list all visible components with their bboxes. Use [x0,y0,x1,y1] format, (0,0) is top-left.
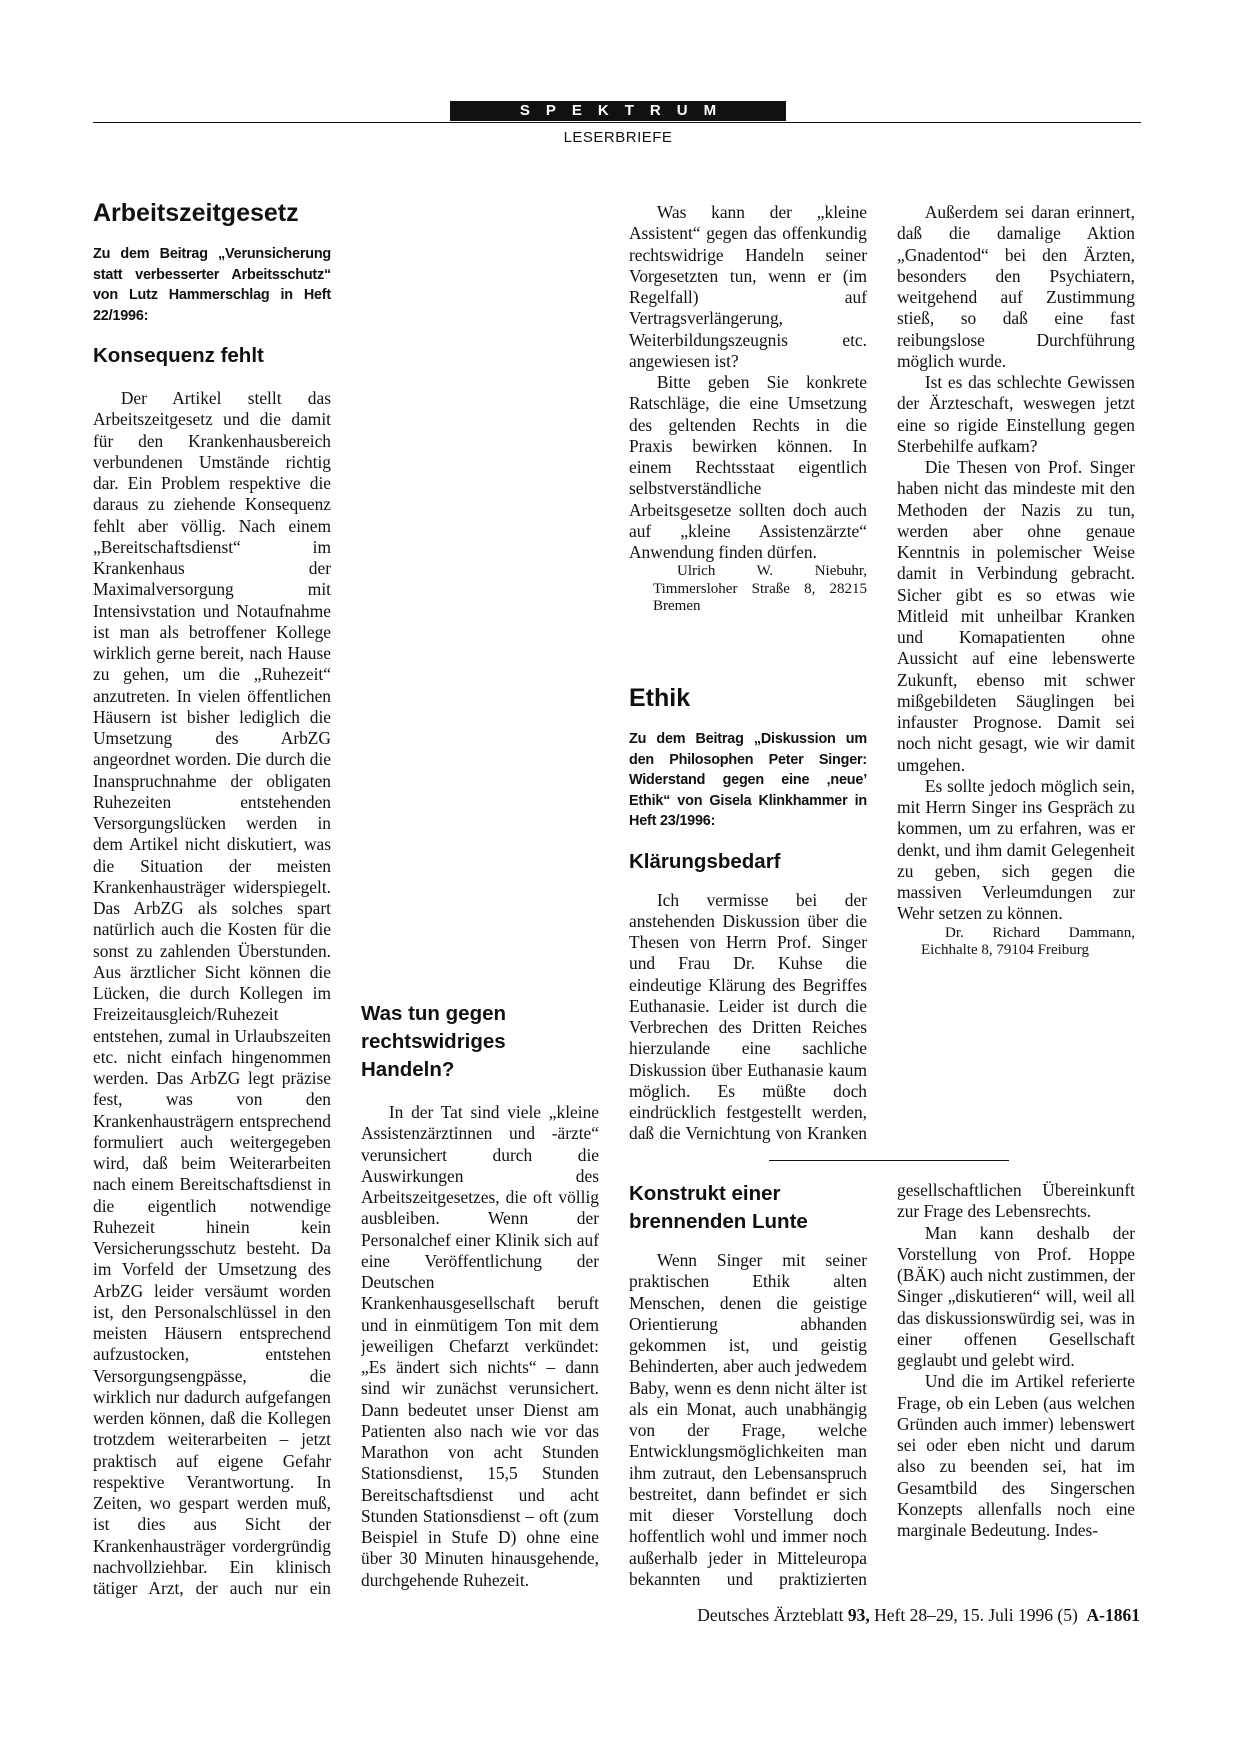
letter1-paragraph: Der Artikel stellt das Arbeitszeitgesetz und die damit für den Krankenhausbereich verbundenen Umstände richtig dar. Ein Problem respektive die daraus zu ziehende Konsequenz fehlt aber völlig. Nach einem „Bereitschaftsdienst“ im Krankenhaus der Maximalversorgung mit Intensivstation und Notaufnahme ist man als betroffener Kollege wirklich gerne bereit, nach Hause zu gehen, um die „Ruhezeit“ anzutreten. In vielen öffentlichen Häusern ist bisher lediglich die Umsetzung des ArbZG angeordnet worden. Die durch die Inanspruchnahme der obligaten Ruhezeiten entstehenden Versorgungslücken werden in dem Artikel nicht diskutiert, was die Situation der meisten Krankenhausträger widerspiegelt. Das ArbZG als solches spart natürlich auch die Kosten für die sonst zu zahlenden Überstunden. Aus ärztlicher Sicht können die Lücken, die durch Kollegen im Freizeitausgleich/Ruhezeit entstehen, zumal in Urlaubszeiten etc. nicht einfach hingenommen werden. Das ArbZG legt präzise fest, was von den Krankenhausträgern entsprechend formuliert auch weitergegeben wird, daß beim Weiterarbeiten nach einem Bereitschaftsdienst in die eigentlich notwendige Ruhezeit hinein kein Versicherungsschutz besteht. Da im Vorfeld der Umsetzung des ArbZG leider versäumt worden ist, den Personalschlüssel in den meisten Häusern entsprechend aufzustocken, entstehen Versorgungsengpässe, die wirklich nur dadurch aufgefangen werden können, daß die Kollegen trotzdem weiterarbeiten – jetzt praktisch auf eigene Gefahr respektive Verantwortung. In Zeiten, wo gespart werden muß, ist dies aus Sicht der Krankenhausträger vordergründig nachvollziehbar. Ein klinisch tätiger Arzt, der auch nur ein [93,388,331,1598]
section-subtitle: LESERBRIEFE [563,129,673,146]
letter4-paragraph: Und die im Artikel referierte Frage, ob ein Leben (aus welchen Gründen auch immer) lebenswert sei oder eben nicht und darum also zu beenden sei, hat im Gesamtbild des Singerschen Konzepts allenfalls noch eine marginale Bedeutung. Indes- [897,1371,1135,1540]
letter1-continuation [361,202,599,962]
section-divider [769,1160,1009,1161]
article2-block [629,683,867,1143]
journal-name: Deutsches Ärzteblatt [697,1605,844,1625]
letter4-paragraph: Wenn Singer mit seiner praktischen Ethik alten Menschen, denen die geistige Orientierung abhanden gekommen ist, und geistig Behinderten, aber auch jedwedem Baby, wenn es denn nicht älter ist als ein Monat, auch unabhängig von der Frage, welche Entwicklungsmöglichkeiten man ihm zutraut, den Lebensanspruch bestreitet, dann befindet er sich mit dieser Vorstellung doch hoffentlich wohl und immer noch außerhalb jeder in Mitteleuropa bekannten und praktizierten gesellschaftlichen Übereinkunft zur Frage des Lebensrechts. [629,1180,1135,1589]
letter2-block [361,1000,599,1612]
page-footer [560,1605,1140,1626]
letter4-title: Konstrukt einer brennenden Lunte [629,1182,808,1233]
letter3-paragraph: Es sollte jedoch möglich sein, mit Herrn Singer ins Gespräch zu kommen, um zu erfahren, was er denkt, und ihm damit Gelegenheit zu geben, sich gegen die massiven Verleumdungen zur Wehr setzen zu können. [897,775,1135,924]
letter4-block [629,1180,1135,1612]
column-1 [93,198,331,1613]
journal-volume: 93, [847,1605,870,1625]
letter1-title: Konsequenz fehlt [93,344,264,367]
letter4-paragraph: Man kann deshalb der Vorstellung von Prof. Hoppe (BÄK) auch nicht zustimmen, der Singer „diskutieren“ will, weil all das diskussionswürdig sei, was in einer offenen Gesellschaft geglaubt und gelebt wird. [897,1222,1135,1370]
article1-title: Arbeitszeitgesetz [93,199,299,227]
letter3-paragraph: Außerdem sei daran erinnert, daß die damalige Aktion „Gnadentod“ bei den Ärzten, besonders den Psychiatern, weitgehend auf Zustimmung stieß, so daß eine fast reibungslose Durchführung möglich wurde. [897,202,1135,371]
article1-lead: Zu dem Beitrag „Verunsicherung statt verbesserter Arbeitsschutz“ von Lutz Hammerschlag in Heft 22/1996: [93,246,331,324]
letter3-paragraph: Ich vermisse bei der anstehenden Diskussion über die Thesen von Herrn Prof. Singer und Frau Dr. Kuhse die eindeutige Klärung des Begriffes Euthanasie. Leider ist durch die Verbrechen des Dritten Reiches hierzulande eine sachliche Diskussion über Euthanasie kaum möglich. Es müßte doch eindrücklich festgestellt werden, daß die Vernichtung von Kranken [629,889,867,1143]
letter3-paragraph: Die Thesen von Prof. Singer haben nicht das mindeste mit den Methoden der Nazis zu tun, werden aber ohne genaue Kenntnis in polemischer Weise damit in Verbindung gebracht. Sicher gibt es so etwas wie Mitleid mit unheilbar Kranken und Komapatienten ohne Aussicht auf eine lebenswerte Zukunft, ebenso mit schwer mißgebildeten Säuglingen bei infauster Prognose. Damit sei noch nicht gesagt, wie wir damit umgehen. [897,457,1135,775]
column-3-top [629,202,867,662]
letter4-columns [629,1180,1135,1612]
article2-lead: Zu dem Beitrag „Diskussion um den Philosophen Peter Singer: Widerstand gegen eine ‚neue’ Ethik“ von Gisela Klinkhammer in Heft 23/1996: [629,731,867,829]
letter2-title: Was tun gegen rechtswidriges Handeln? [361,1002,507,1081]
header-rule [93,122,1141,123]
letter2-paragraph: In der Tat sind viele „kleine Assistenzärztinnen und -ärzte“ verunsichert durch die Auswirkungen des Arbeitszeitgesetzes, die oft völlig ausbleiben. Wenn der Personalchef einer Klinik sich auf eine Veröffentlichung der Deutschen Krankenhausgesellschaft beruft und in einmütigem Ton mit dem jeweiligen Chefarzt verkündet: „Es ändert sich nichts“ – dann sind wir zunächst verunsichert. Dann bedeutet unser Dienst am Patienten also nach wie vor das Marathon von acht Stunden Stationsdienst, 15,5 Stunden Bereitschaftsdienst und acht Stunden Stationsdienst – oft (zum Beispiel in Stufe D) ohne eine über 30 Minuten hinausgehende, durchgehende Ruhezeit. [361,1102,599,1590]
page-number: A-1861 [1086,1605,1140,1625]
letter3-title: Klärungsbedarf [629,849,781,873]
article2-title: Ethik [629,684,691,712]
letter3-paragraph: Ist es das schlechte Gewissen der Ärzteschaft, weswegen jetzt eine so rigide Einstellung gegen Sterbehilfe aufkam? [897,372,1135,456]
section-banner: SPEKTRUM [450,101,786,121]
letter2-signature: Ulrich W. Niebuhr, Timmersloher Straße 8, 28215 Bremen [653,563,867,615]
letter1-body [93,388,331,1613]
column-4-top [897,202,1135,1142]
letter2-paragraph: Was kann der „kleine Assistent“ gegen das offenkundig rechtswidrige Handeln seiner Vorgesetzten tun, wenn er (im Regelfall) auf Vertragsverlängerung, Weiterbildungszeugnis etc. angewiesen ist? [629,202,867,371]
journal-issue: Heft 28–29, 15. Juli 1996 (5) [874,1605,1078,1625]
letter3-signature: Dr. Richard Dammann, Eichhalte 8, 79104 Freiburg [921,924,1135,958]
letter2-paragraph: Bitte geben Sie konkrete Ratschläge, die eine Umsetzung des geltenden Rechts in die Praxis bewirken können. In einem Rechtsstaat eigentlich selbstverständliche Arbeitsgesetze sollten doch auch auf „kleine Assistenzärzte“ Anwendung finden dürfen. [629,372,867,562]
